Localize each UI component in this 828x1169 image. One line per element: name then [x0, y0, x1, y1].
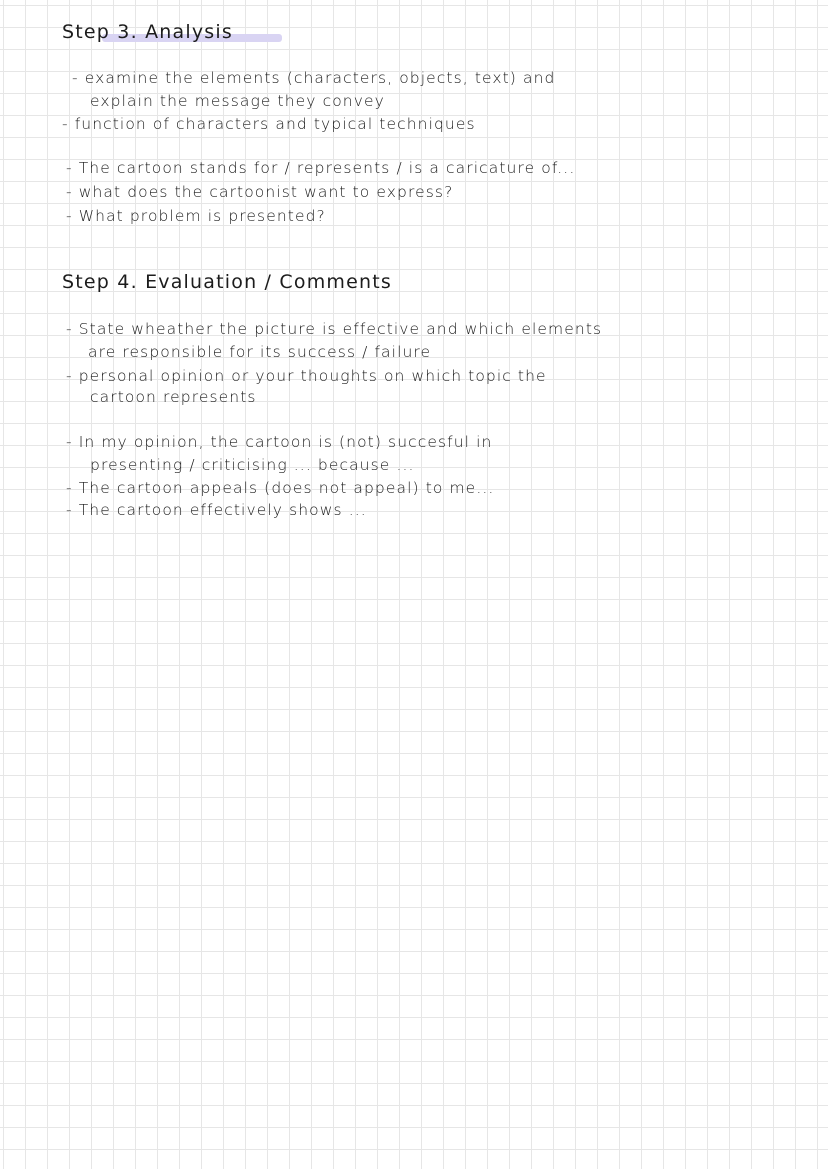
step4-line-4: cartoon represents	[90, 388, 257, 406]
step4-heading	[62, 270, 392, 294]
step4-line-3: - personal opinion or your thoughts on which topic the	[66, 367, 547, 385]
step3-line-6: - What problem is presented?	[66, 207, 326, 225]
step3-line-5: - what does the cartoonist want to express?	[66, 183, 454, 201]
step4-line-1: - State wheather the picture is effective and which elements	[66, 320, 603, 338]
step4-line-7: - The cartoon appeals (does not appeal) to me...	[66, 479, 495, 497]
step3-line-3: - function of characters and typical techniques	[62, 115, 476, 133]
step3-line-4: - The cartoon stands for / represents / is a caricature of...	[66, 159, 576, 177]
step3-line-2: explain the message they convey	[90, 92, 385, 110]
step3-line-1: - examine the elements (characters, objects, text) and	[72, 69, 556, 87]
step4-line-2: are responsible for its success / failure	[88, 343, 432, 361]
step4-line-5: - In my opinion, the cartoon is (not) succesful in	[66, 433, 493, 451]
step4-line-6: presenting / criticising ... because ...	[90, 456, 415, 474]
step4-line-8: - The cartoon effectively shows ...	[66, 501, 367, 519]
step3-title: Step 3. Analysis	[62, 21, 233, 43]
step3-heading	[62, 20, 233, 44]
step4-title: Step 4. Evaluation / Comments	[62, 271, 392, 293]
